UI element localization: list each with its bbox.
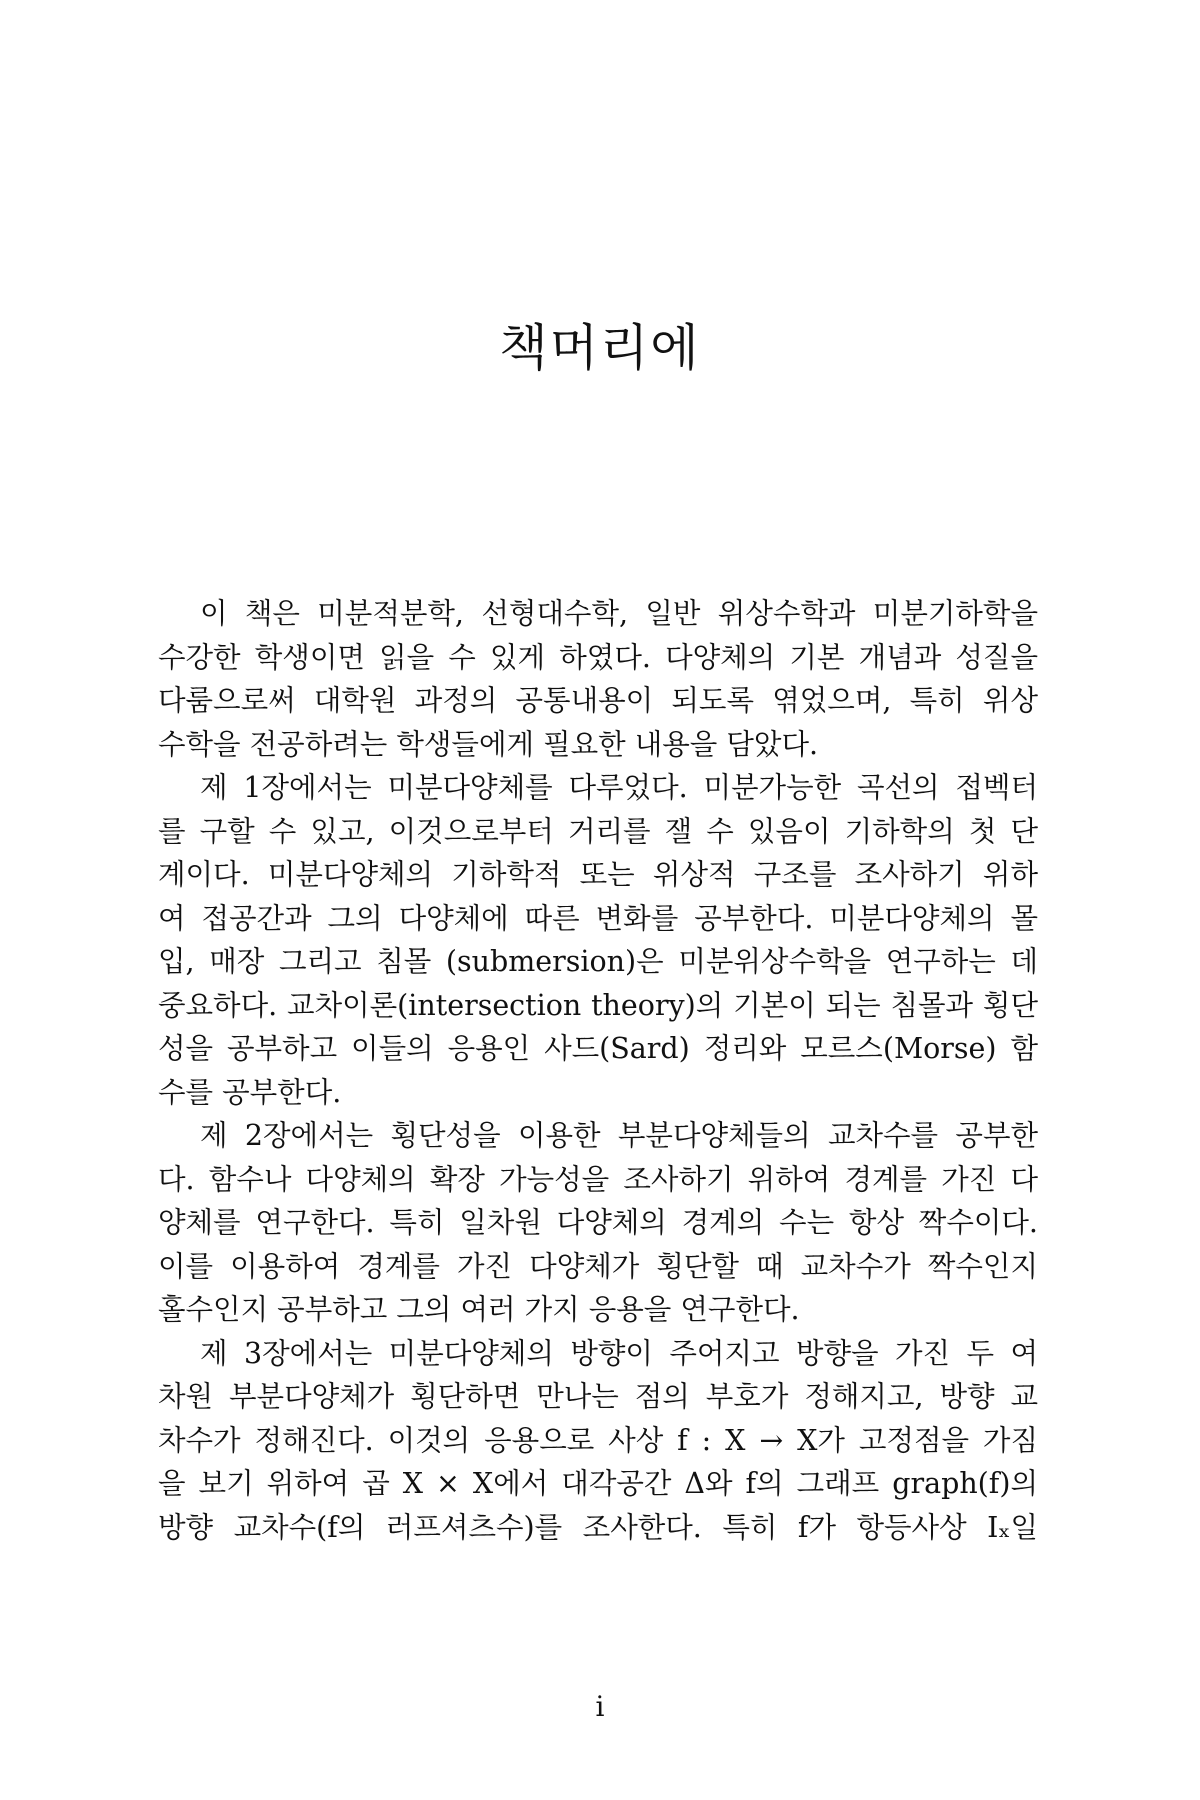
text-line: 이 책은 미분적분학, 선형대수학, 일반 위상수학과 미분기하학을: [200, 597, 1038, 630]
text-line: 제 1장에서는 미분다양체를 다루었다. 미분가능한 곡선의 접벡터: [200, 771, 1038, 804]
text-line: 수학을 전공하려는 학생들에게 필요한 내용을 담았다.: [158, 727, 819, 761]
text-line: 수를 공부한다.: [158, 1075, 342, 1109]
page-number: i: [595, 1690, 605, 1723]
text-line: 양체를 연구한다. 특히 일차원 다양체의 경계의 수는 항상 짝수이다.: [158, 1206, 1038, 1239]
paragraph-4: [158, 1332, 1038, 1550]
text-line: 차원 부분다양체가 횡단하면 만나는 점의 부호가 정해지고, 방향 교: [158, 1380, 1038, 1413]
paragraph-3: [158, 1114, 1038, 1332]
text-line: 를 구할 수 있고, 이것으로부터 거리를 잴 수 있음이 기하학의 첫 단: [158, 814, 1038, 848]
text-line: 성을 공부하고 이들의 응용인 사드(Sard) 정리와 모르스(Morse) 함: [158, 1032, 1038, 1065]
text-line: 중요하다. 교차이론(intersection theory)의 기본이 되는 침몰과 횡단: [158, 988, 1038, 1022]
text-line: 다룸으로써 대학원 과정의 공통내용이 되도록 엮었으며, 특히 위상: [158, 684, 1038, 717]
text-line: 수강한 학생이면 읽을 수 있게 하였다. 다양체의 기본 개념과 성질을: [158, 640, 1038, 674]
text-line: 이를 이용하여 경계를 가진 다양체가 횡단할 때 교차수가 짝수인지: [158, 1249, 1038, 1283]
text-line: 다. 함수나 다양체의 확장 가능성을 조사하기 위하여 경계를 가진 다: [158, 1162, 1038, 1196]
text-line: 홀수인지 공부하고 그의 여러 가지 응용을 연구한다.: [158, 1293, 800, 1326]
text-line: 입, 매장 그리고 침몰 (submersion)은 미분위상수학을 연구하는 데: [158, 945, 1038, 978]
text-line: 여 접공간과 그의 다양체에 따른 변화를 공부한다. 미분다양체의 몰: [158, 901, 1038, 935]
text-line: 제 3장에서는 미분다양체의 방향이 주어지고 방향을 가진 두 여: [200, 1336, 1038, 1370]
preface-body: [158, 592, 1038, 1549]
paragraph-2: [158, 766, 1038, 1114]
paragraph-1: [158, 592, 1038, 766]
text-line: 방향 교차수(f의 러프셔츠수)를 조사한다. 특히 f가 항등사상 Iₓ일: [158, 1510, 1038, 1544]
text-line: 제 2장에서는 횡단성을 이용한 부분다양체들의 교차수를 공부한: [200, 1119, 1038, 1152]
text-line: 을 보기 위하여 곱 X × X에서 대각공간 Δ와 f의 그래프 graph(f)의: [158, 1467, 1038, 1500]
text-line: 계이다. 미분다양체의 기하학적 또는 위상적 구조를 조사하기 위하: [158, 858, 1038, 891]
page-title: 책머리에: [499, 319, 701, 377]
text-line: 차수가 정해진다. 이것의 응용으로 사상 f : X → X가 고정점을 가짐: [158, 1423, 1038, 1457]
